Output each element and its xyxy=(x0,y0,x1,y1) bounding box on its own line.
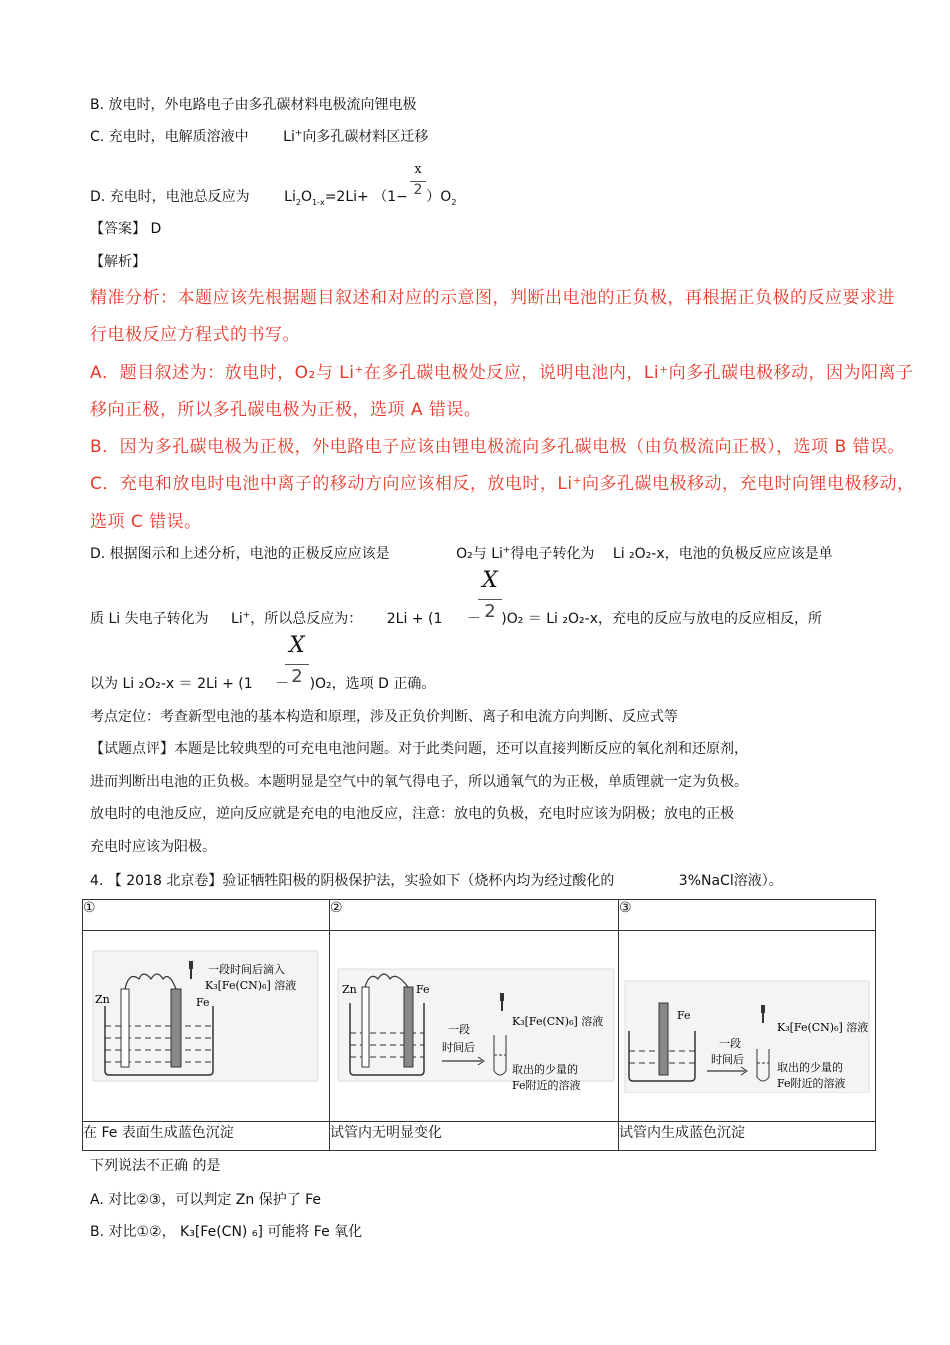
option-d-pre: D. 充电时，电池总反应为 xyxy=(90,189,250,205)
option-d-li: Li xyxy=(284,189,296,205)
d-line-2-d: 2Li + (1 xyxy=(386,611,443,627)
d-line-2-e: )O₂ ＝ Li ₂O₂-x，充电的反应与放电的反应相反，所 xyxy=(501,611,822,627)
option-d-eq: =2Li+ （1 xyxy=(324,189,397,205)
table-result-row xyxy=(83,1122,876,1151)
red-line-2: 行电极反应方程式的书写。 xyxy=(90,325,300,345)
option-c xyxy=(90,126,428,146)
result-3: 试管内生成蓝色沉淀 xyxy=(619,1122,876,1151)
option-d-o: O xyxy=(300,189,312,205)
fig2-zn-label: Zn xyxy=(342,982,357,996)
figure-cell-1 xyxy=(83,930,330,1121)
red-line-5: B．因为多孔碳电极为正极，外电路电子应该由锂电极流向多孔碳电极（由负极流向正极），选项 B 错误。 xyxy=(90,437,906,457)
fig2-take-1: 取出的少量的 xyxy=(512,1062,578,1076)
d-line-3-minus: － xyxy=(275,676,290,692)
d-line-1-c: 得电子转化为 xyxy=(510,546,595,562)
header-1: ① xyxy=(83,900,330,931)
option-a-q4: A. 对比②③，可以判定 Zn 保护了 Fe xyxy=(90,1192,322,1208)
d-line-3-frac-num: X xyxy=(289,633,305,658)
d-line-2 xyxy=(90,608,822,628)
d-line-3 xyxy=(90,673,435,693)
fig1-zn-label: Zn xyxy=(95,992,110,1006)
fig3-take-1: 取出的少量的 xyxy=(777,1060,843,1074)
option-c-post: 向多孔碳材料区迁移 xyxy=(302,129,429,145)
d-line-1 xyxy=(90,543,833,563)
d-line-2-frac-bar xyxy=(478,599,502,600)
experiment-table xyxy=(82,899,876,1151)
d-line-2-frac-num: X xyxy=(482,568,498,593)
red-line-3: A．题目叙述为：放电时，O₂与 Li⁺在多孔碳电极处反应，说明电池内，Li⁺向多孔碳电极移动，因为阳离子 xyxy=(90,363,914,383)
question-4-stem: 4. 【 2018 北京卷】验证牺牲阳极的阴极保护法，实验如下（烧杯内均为经过酸化的 xyxy=(90,873,615,889)
d-line-1-b: O₂与 Li xyxy=(456,546,503,562)
result-1: 在 Fe 表面生成蓝色沉淀 xyxy=(83,1122,330,1151)
question-4-solution: 3%NaCl溶液）。 xyxy=(678,873,783,889)
option-d-frac-num: x xyxy=(414,162,422,177)
d-line-3-e: )O₂，选项 D 正确。 xyxy=(309,676,436,692)
option-d-close: ）O xyxy=(426,189,452,205)
fig1-fe-label: Fe xyxy=(196,995,210,1009)
analysis-label: 【解析】 xyxy=(90,254,146,270)
figure-cell-3 xyxy=(619,930,876,1121)
figure-3 xyxy=(619,931,875,1093)
question-stem: 下列说法不正确 的是 xyxy=(90,1158,221,1174)
review-line-3: 放电时的电池反应，逆向反应就是充电的电池反应，注意：放电的负极，充电时应该为阴极；放电的正极 xyxy=(90,806,734,822)
review-line-4: 充电时应该为阳极。 xyxy=(90,839,216,855)
figure-2 xyxy=(330,931,618,1093)
option-b: B. 放电时，外电路电子由多孔碳材料电极流向锂电极 xyxy=(90,97,417,113)
option-d-minus: − xyxy=(396,189,408,205)
kaodian: 考点定位：考查新型电池的基本构造和原理，涉及正负价判断、离子和电流方向判断、反应式等 xyxy=(90,709,678,725)
d-line-2-minus: － xyxy=(466,611,481,627)
d-line-2-a: 质 Li 失电子转化为 xyxy=(90,611,209,627)
option-d-tail-sub: 2 xyxy=(451,197,457,207)
option-d-sub2: 2 xyxy=(295,197,301,207)
review-line-1: 【试题点评】本题是比较典型的可充电电池问题。对于此类问题，还可以直接判断反应的氧化剂和还原剂， xyxy=(90,741,748,757)
fig2-wait-2: 时间后 xyxy=(442,1040,475,1054)
d-line-2-sup: + xyxy=(242,610,251,621)
header-2: ② xyxy=(330,900,619,931)
result-2: 试管内无明显变化 xyxy=(330,1122,619,1151)
d-line-3-frac-bar xyxy=(285,664,309,665)
answer: 【答案】 D xyxy=(90,221,162,237)
d-line-1-a: D. 根据图示和上述分析，电池的正极反应应该是 xyxy=(90,546,390,562)
fig1-drop-line-1: 一段时间后滴入 xyxy=(208,962,285,976)
d-line-2-c: ，所以总反应为： xyxy=(250,611,363,627)
d-line-1-sup: + xyxy=(502,545,511,556)
d-line-3-a: 以为 Li ₂O₂-x ＝ 2Li + (1 xyxy=(90,676,253,692)
option-c-ion: Li xyxy=(283,129,295,145)
fig3-wait-2: 时间后 xyxy=(711,1052,744,1066)
fig2-reagent: K₃[Fe(CN)₆] 溶液 xyxy=(512,1014,604,1028)
table-header-row xyxy=(83,900,876,931)
fig2-wait-1: 一段 xyxy=(448,1022,470,1036)
figure-1 xyxy=(83,931,329,1093)
d-line-2-b: Li xyxy=(231,611,243,627)
fig2-take-2: Fe附近的溶液 xyxy=(512,1078,581,1092)
fig3-take-2: Fe附近的溶液 xyxy=(777,1076,846,1090)
option-b-q4: B. 对比①②， K₃[Fe(CN) ₆] 可能将 Fe 氧化 xyxy=(90,1224,363,1240)
option-d-frac-den: 2 xyxy=(413,182,423,198)
review-line-2: 进而判断出电池的正负极。本题明显是空气中的氧气得电子，所以通氧气的为正极，单质锂就一定为负极。 xyxy=(90,774,748,790)
red-line-7: 选项 C 错误。 xyxy=(90,512,202,532)
fig1-drop-line-2: K₃[Fe(CN)₆] 溶液 xyxy=(205,978,297,992)
figure-cell-2 xyxy=(330,930,619,1121)
d-line-3-frac-den: 2 xyxy=(291,666,303,687)
red-line-4: 移向正极，所以多孔碳电极为正极，选项 A 错误。 xyxy=(90,400,482,420)
header-3: ③ xyxy=(619,900,876,931)
red-line-1: 精准分析：本题应该先根据题目叙述和对应的示意图，判断出电池的正负极，再根据正负极的反应要求进 xyxy=(90,288,895,308)
d-line-2-frac-den: 2 xyxy=(484,601,496,622)
option-d xyxy=(90,186,456,207)
question-4 xyxy=(90,870,783,890)
table-figure-row xyxy=(83,930,876,1121)
fig3-fe-label: Fe xyxy=(677,1008,691,1022)
option-c-pre: C. 充电时，电解质溶液中 xyxy=(90,129,249,145)
fig2-fe-label: Fe xyxy=(416,982,430,996)
option-c-sup: + xyxy=(294,128,303,139)
fig3-wait-1: 一段 xyxy=(719,1036,741,1050)
option-d-sub1x: 1-x xyxy=(311,197,325,207)
fig3-reagent: K₃[Fe(CN)₆] 溶液 xyxy=(777,1020,869,1034)
red-line-6: C．充电和放电时电池中离子的移动方向应该相反，放电时，Li⁺向多孔碳电极移动，充电时向锂电极移动， xyxy=(90,474,915,494)
d-line-1-d: Li ₂O₂-x，电池的负极反应应该是单 xyxy=(612,546,833,562)
